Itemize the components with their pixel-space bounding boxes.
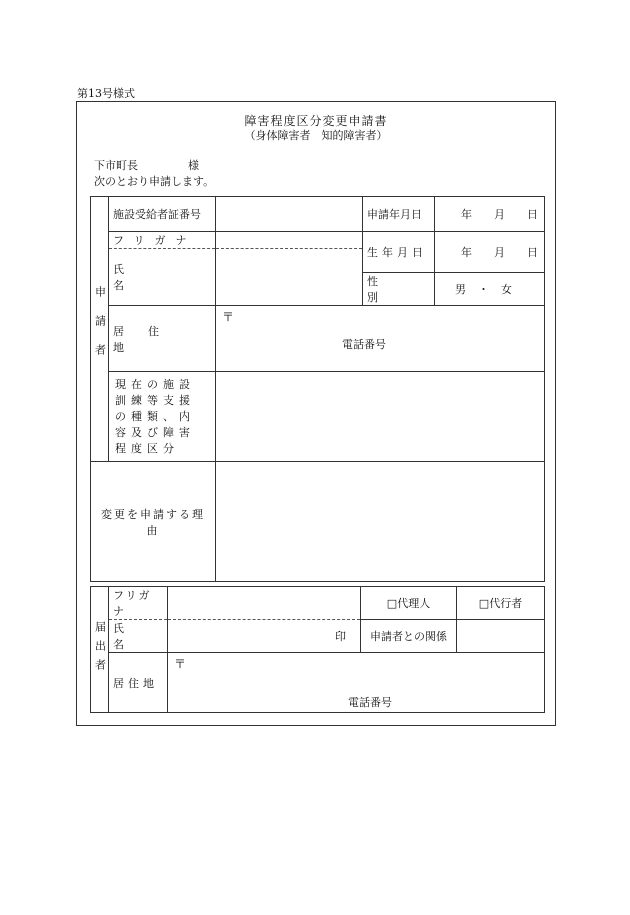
application-date-field[interactable] [435,197,545,232]
current-service-label: 現在の施設訓練等支援の種類、内容及び障害程度区分 [109,372,216,462]
notifier-address-field[interactable] [168,653,545,713]
reason-field[interactable] [216,462,545,582]
furigana-label: フリガナ [109,232,216,249]
phone-label: 電話番号 [342,338,386,351]
cert-number-label: 施設受給者証番号 [109,197,216,232]
intro-text: 次のとおり申請します。 [94,175,215,188]
cert-number-field[interactable] [216,197,363,232]
postal-mark: 〒 [222,310,235,324]
notifier-furigana-label: フリガナ [109,587,168,620]
birth-date-label: 生年月日 [363,232,435,273]
birth-date-day: 日 [527,246,538,259]
seal-mark: 印 [335,630,346,643]
name-label [109,249,216,306]
addressee-name: 下市町長 [94,159,138,172]
birth-date-field[interactable] [435,232,545,273]
sex-label: 性別 [363,273,435,306]
notifier-phone-label: 電話番号 [348,696,392,709]
applicant-table [90,196,545,582]
current-service-field[interactable] [216,372,545,462]
name-field[interactable] [216,249,363,306]
addressee-suffix: 様 [188,159,199,172]
notifier-furigana-field[interactable] [168,587,361,620]
reason-label: 変更を申請する理由 [91,462,216,582]
notifier-postal-mark: 〒 [174,657,187,671]
proxy-option[interactable]: □代行者 [457,587,545,620]
notifier-section-label: 届出者 [91,587,109,713]
application-date-day: 日 [527,208,538,221]
form-title: 障害程度区分変更申請書 [244,114,388,128]
agent-option[interactable]: □代理人 [361,587,457,620]
application-date-month: 月 [494,208,505,221]
name-label-text: 氏名 [113,263,184,292]
form-number: 第13号様式 [77,87,135,100]
sex-options[interactable]: 男・女 [435,273,545,306]
relation-field[interactable] [457,620,545,653]
addressee [94,157,199,173]
form-subtitle: （身体障害者 知的障害者） [244,129,388,142]
furigana-field[interactable] [216,232,363,249]
relation-label: 申請者との関係 [361,620,457,653]
birth-date-year: 年 [461,246,472,259]
application-date-label: 申請年月日 [363,197,435,232]
applicant-section-label: 申請者 [91,197,109,462]
notifier-address-label: 居住地 [109,653,168,713]
address-field[interactable] [216,306,545,372]
notifier-table [90,586,545,713]
application-date-year: 年 [461,208,472,221]
birth-date-month: 月 [494,246,505,259]
notifier-name-label: 氏名 [109,620,168,653]
address-label: 居住地 [109,306,216,372]
notifier-name-field[interactable] [168,620,361,653]
